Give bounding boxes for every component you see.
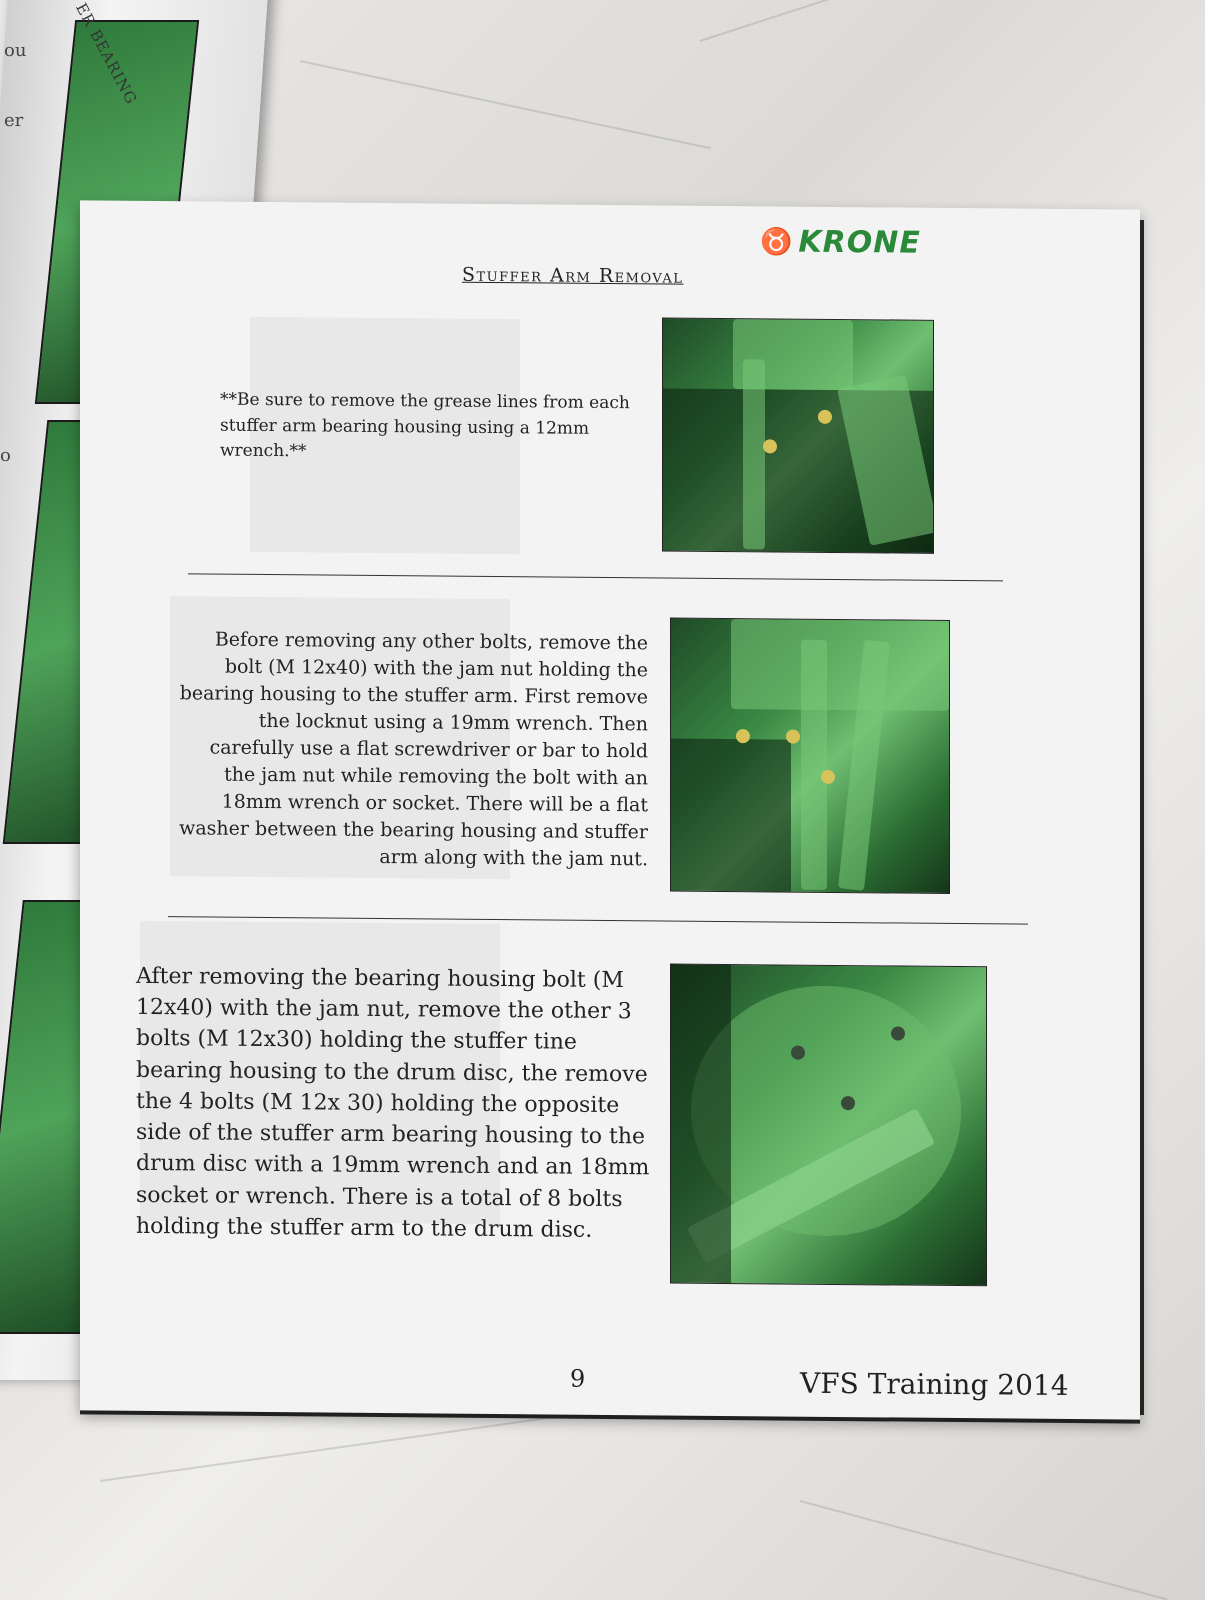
marble-vein	[800, 1500, 1168, 1600]
previous-page-text-fragment: er	[4, 110, 24, 131]
krone-crown-icon: ♉	[760, 226, 793, 258]
photo-bearing-housing-bolt	[670, 618, 950, 894]
page-footer: VFS Training 2014	[800, 1366, 1069, 1403]
krone-logo-text: KRONE	[798, 224, 921, 261]
page-title: Stuffer Arm Removal	[462, 263, 684, 288]
section-divider	[188, 573, 1003, 581]
manual-page	[80, 200, 1140, 1419]
previous-page-text-fragment: ou	[4, 40, 27, 61]
marble-vein	[700, 0, 1062, 42]
photo-drum-disc	[670, 964, 987, 1287]
previous-page-text-fragment: o	[0, 445, 11, 466]
instruction-remove-jam-nut-bolt: Before removing any other bolts, remove the bolt (M 12x40) with the jam nut holding the bearing housing to the stuffer arm. First remove the locknut using a 19mm wrench. Then carefully use a flat screwdriver or bar to hold the jam nut while removing the bolt with an 18mm wrench or socket. There will be a flat washer between the bearing housing and stuffer arm along with the jam nut.	[179, 628, 648, 871]
previous-page-heading: ER BEARING	[72, 0, 141, 108]
krone-logo	[760, 224, 921, 260]
marble-vein	[300, 60, 711, 149]
instruction-grease-lines: **Be sure to remove the grease lines from each stuffer arm bearing housing using a 12mm wrench.**	[220, 389, 630, 462]
page-number: 9	[570, 1364, 586, 1393]
photo-stuffer-arm-bearing	[662, 317, 934, 553]
instruction-remove-drum-disc-bolts: After removing the bearing housing bolt (M 12x40) with the jam nut, remove the other 3 bolts (M 12x30) holding the stuffer tine bearing housing to the drum disc, the remove the 4 bolts (M 12x 30) holding the opposite side of the stuffer arm bearing housing to the drum disc with a 19mm wrench and an 18mm socket or wrench. There is a total of 8 bolts holding the stuffer arm to the drum disc.	[136, 963, 650, 1243]
